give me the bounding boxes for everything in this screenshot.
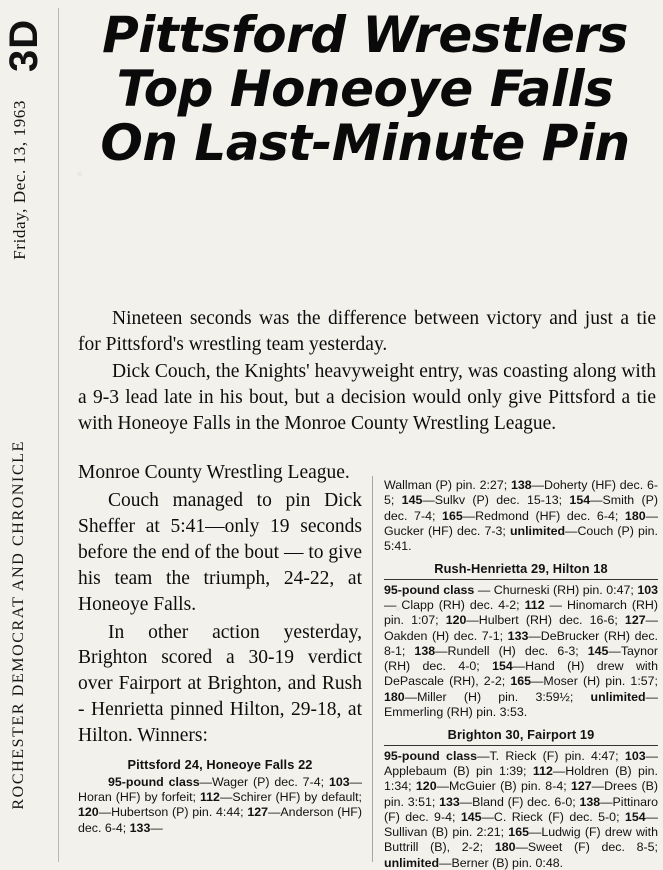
column-divider (372, 476, 373, 862)
results-heading-pittsford: Pittsford 24, Honeoye Falls 22 (127, 757, 313, 773)
page-number: 3D (2, 18, 46, 72)
paragraph-4: In other action yesterday, Brighton scored a 30-19 verdict over Fairport at Brighton, and Rush - Henrietta pinned Hilton, 29-18, at Hilton. Winners: (78, 621, 362, 747)
results-rule-brighton (384, 745, 658, 746)
article-column-left (78, 460, 362, 838)
paragraph-1: Nineteen seconds was the difference between victory and just a tie for Pittsford's wrestling team yesterday. (78, 308, 656, 355)
paragraph-3: Couch managed to pin Dick Sheffer at 5:41—only 19 seconds before the end of the bout — to give his team the triumph, 24-22, at Honeoye Falls. (78, 489, 362, 615)
results-block-pittsford (78, 757, 362, 836)
results-text-brighton: 95-pound class—T. Rieck (F) pin. 4:47; 103—Applebaum (B) pin 1:39; 112—Holdren (B) pin. 1:34; 120—McGuier (B) pin. 8-4; 127—Drees (B) pin. 3:51; 133—Bland (F) dec. 6-0; 138—Pittinaro (F) dec. 9-4; 145—C. Rieck (F) dec. 5-0; 154—Sullivan (B) pin. 2:21; 165—Ludwig (F) drew with Buttrill (B), 2-2; 180—Sweet (F) dec. 8-5; unlimited—Berner (B) pin. 0:48. (384, 748, 659, 870)
results-heading-brighton: Brighton 30, Fairport 19 (447, 727, 595, 743)
headline-line-2: Top Honeoye Falls (116, 60, 614, 118)
headline (72, 8, 658, 170)
results-text-rush-henrietta: 95-pound class — Churneski (RH) pin. 0:47; 103 — Clapp (RH) dec. 4-2; 112 — Hinomarch (RH) pin. 1:07; 120—Hulbert (RH) dec. 16-6; 127—Oakden (H) dec. 7-1; 133—DeBrucker (RH) dec. 8-1; 138—Rundell (H) dec. 6-3; 145—Taynor (RH) dec. 4-0; 154—Hand (H) drew with DePascale (RH), 2-2; 165—Moser (H) pin. 1:57; 180—Miller (H) pin. 3:59½; unlimited—Emmerling (RH) pin. 3:53. (384, 582, 659, 719)
publication-name: ROCHESTER DEMOCRAT AND CHRONICLE (10, 440, 27, 810)
results-text-pittsford-part2: Wallman (P) pin. 2:27; 138—Doherty (HF) dec. 6-5; 145—Sulkv (P) dec. 15-13; 154—Smith (P) dec. 7-4; 165—Redmond (HF) dec. 6-4; 180—Gucker (HF) dec. 7-3; unlimited—Couch (P) pin. 5:41. (384, 478, 659, 553)
results-heading-rush-henrietta: Rush-Henrietta 29, Hilton 18 (434, 561, 608, 577)
article-lede (78, 306, 656, 438)
paragraph-2-continued: Monroe County Wrestling League. (78, 462, 350, 483)
page-rail (0, 0, 62, 870)
publication-date: Friday, Dec. 13, 1963 (10, 100, 29, 260)
headline-line-1: Pittsford Wrestlers (102, 6, 628, 64)
results-rule-rush-henrietta (384, 579, 658, 580)
headline-line-3: On Last-Minute Pin (100, 114, 630, 172)
results-text-pittsford-part1: 95-pound class—Wager (P) dec. 7-4; 103—Horan (HF) by forfeit; 112—Schirer (HF) by default; 120—Hubertson (P) pin. 4:44; 127—Anderson (HF) dec. 6-4; 133— (78, 774, 363, 835)
article-columns (78, 460, 659, 870)
rail-divider (58, 8, 59, 862)
paragraph-2: Dick Couch, the Knights' heavyweight entry, was coasting along with a 9-3 lead late in his bout, but a decision would only give Pittsford a tie with Honeoye Falls in the Monroe County Wrestling League. (78, 360, 656, 434)
article-column-right (384, 478, 658, 870)
